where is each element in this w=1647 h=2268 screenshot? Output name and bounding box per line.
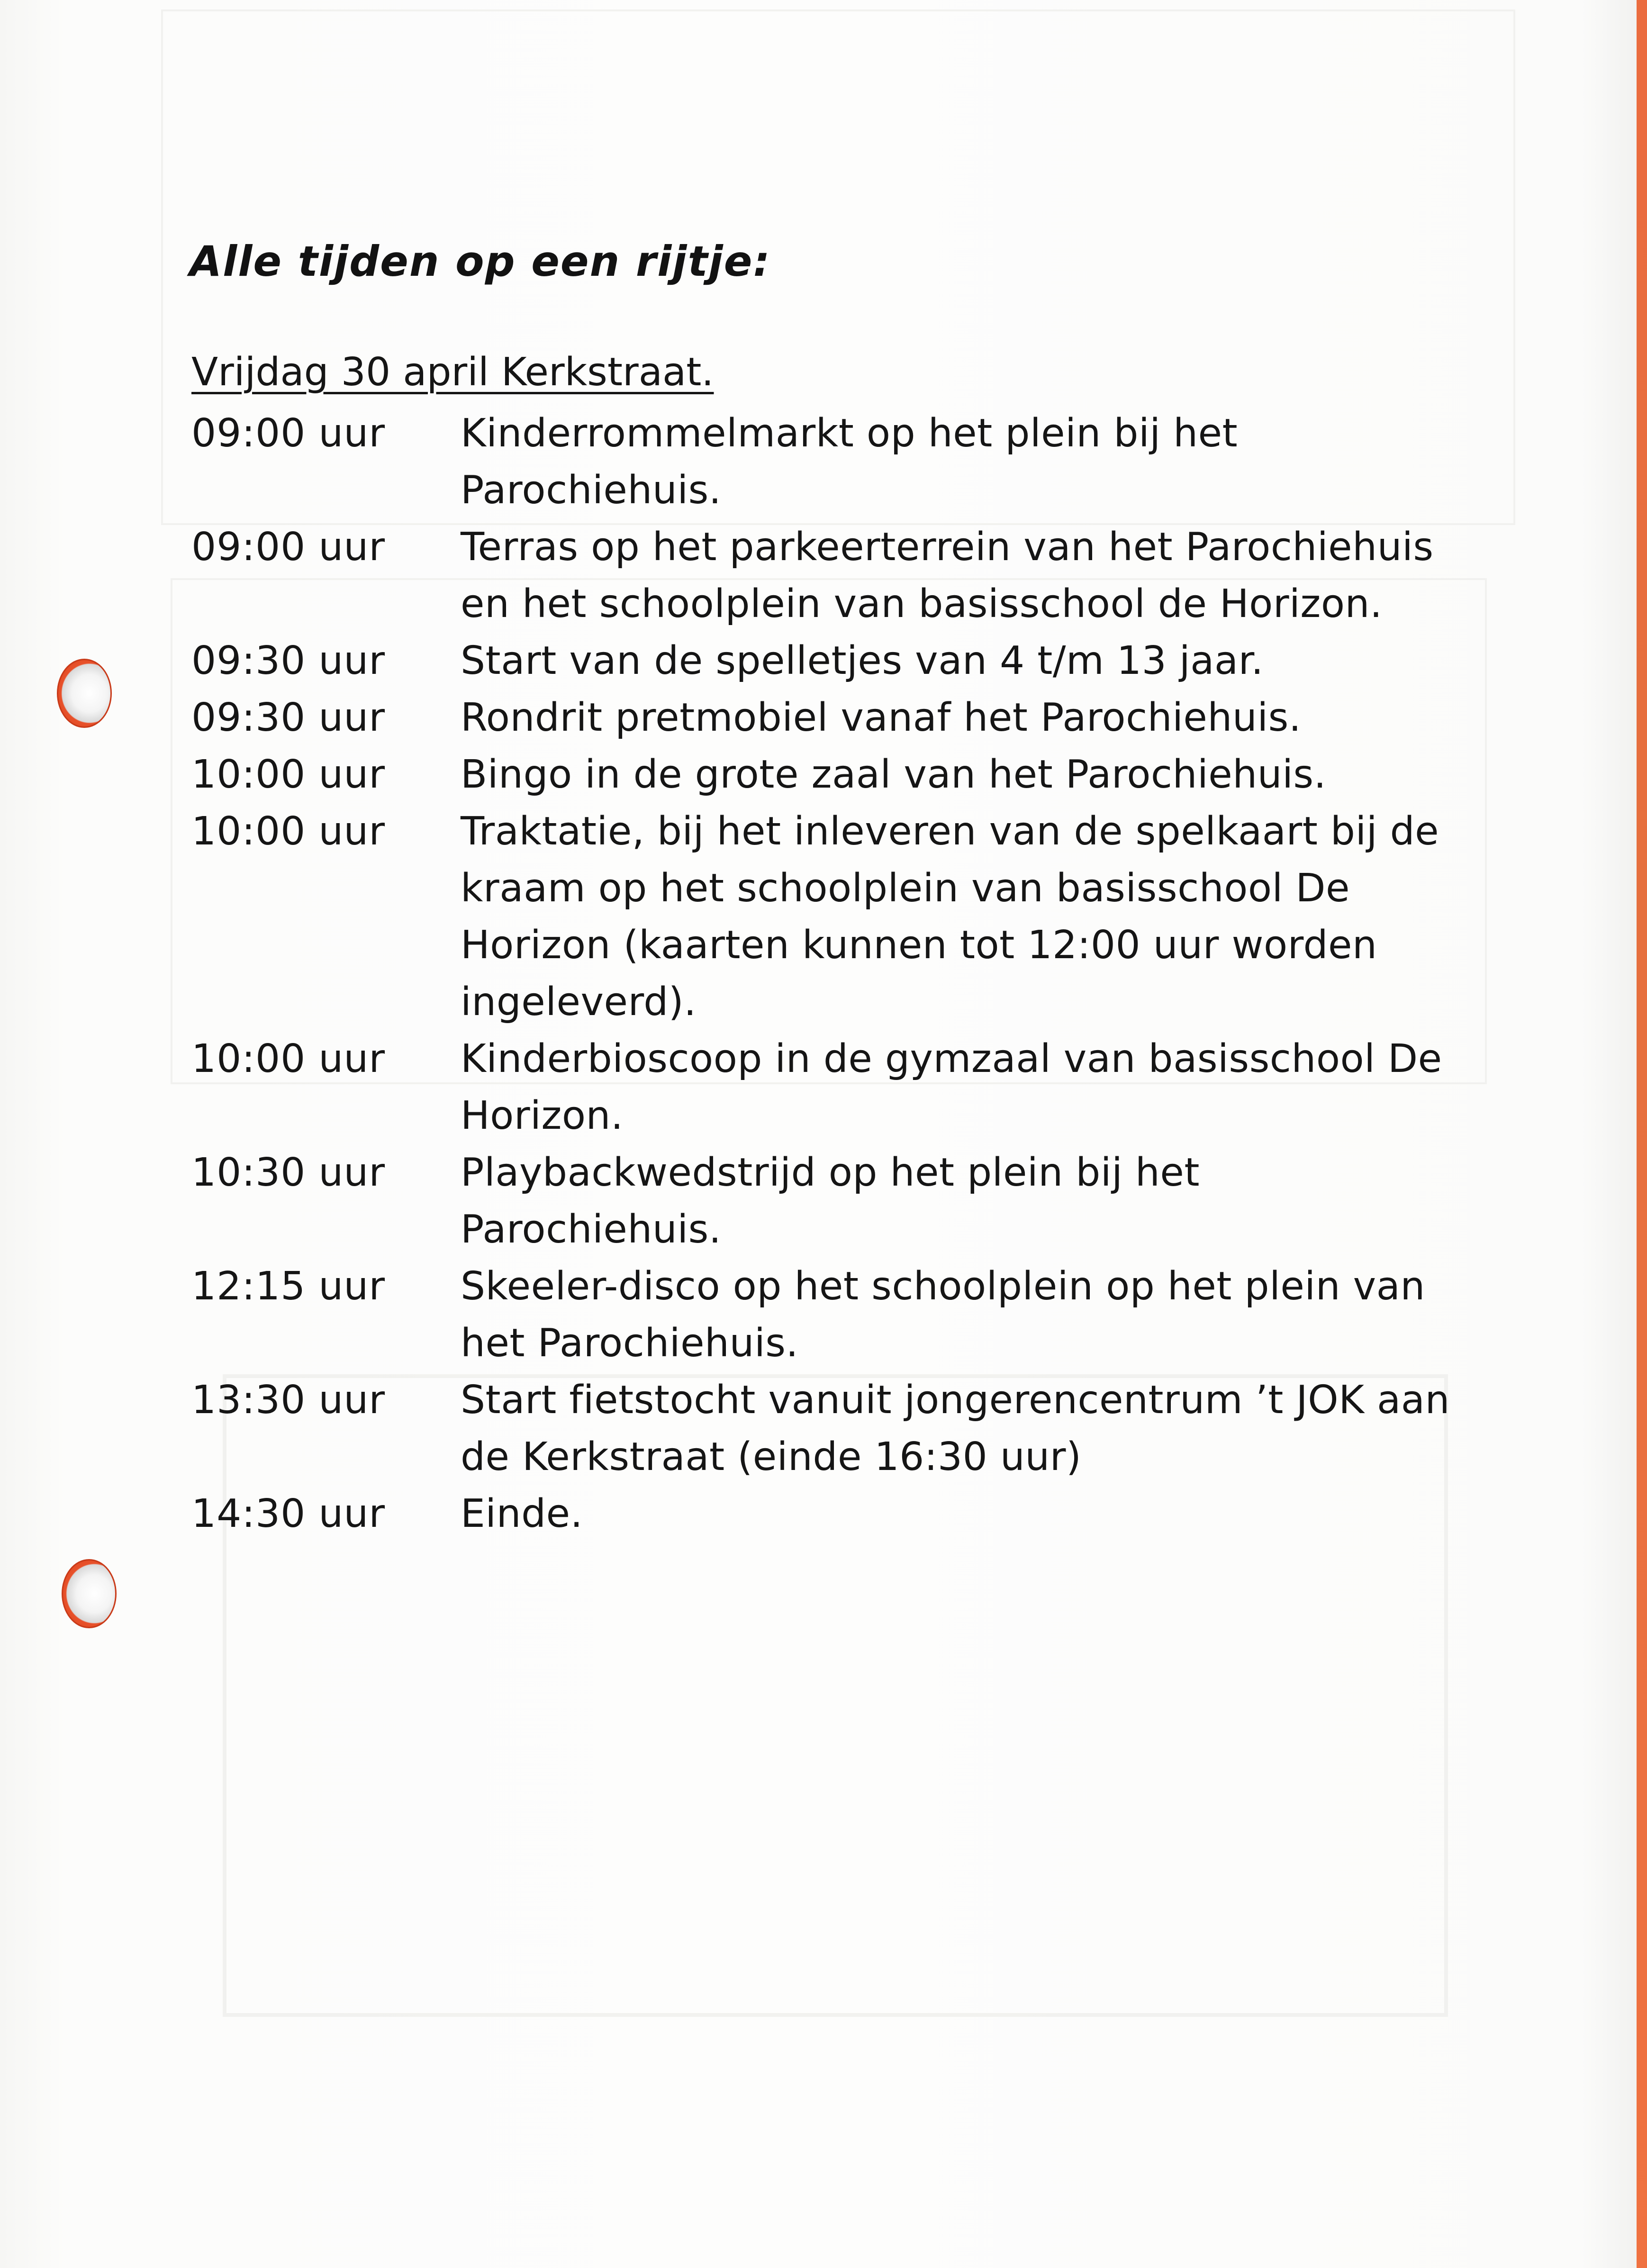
orange-cover-edge <box>1637 0 1647 2268</box>
event-description: Skeeler-disco op het schoolplein op het plein van het Parochiehuis. <box>461 1264 1425 1366</box>
punch-hole-top <box>57 659 112 728</box>
day-heading: Vrijdag 30 april Kerkstraat. <box>191 350 714 395</box>
page-title: Alle tijden op een rijtje: <box>190 237 771 286</box>
event-time: 14:30 uur <box>191 1491 386 1536</box>
schedule-item <box>191 1372 1471 1486</box>
event-description: Traktatie, bij het inleveren van de spelkaart bij de kraam op het schoolplein van basisschool De Horizon (kaarten kunnen tot 12:00 uur worden ingeleverd). <box>461 809 1439 1025</box>
schedule-item <box>191 405 1471 519</box>
event-time: 10:00 uur <box>191 1036 386 1081</box>
event-description: Kinderbioscoop in de gymzaal van basisschool De Horizon. <box>461 1036 1442 1138</box>
event-time: 09:30 uur <box>191 695 386 740</box>
event-description: Start fietstocht vanuit jongerencentrum ’t JOK aan de Kerkstraat (einde 16:30 uur) <box>461 1378 1450 1479</box>
event-time: 09:00 uur <box>191 411 386 456</box>
schedule-item <box>191 519 1471 633</box>
event-description: Terras op het parkeerterrein van het Parochiehuis en het schoolplein van basisschool de Horizon. <box>461 525 1434 626</box>
event-description: Playbackwedstrijd op het plein bij het Parochiehuis. <box>461 1150 1200 1252</box>
event-time: 12:15 uur <box>191 1264 386 1309</box>
schedule-item <box>191 689 1471 746</box>
schedule-list <box>191 405 1471 1542</box>
event-time: 10:00 uur <box>191 809 386 854</box>
schedule-item <box>191 1486 1471 1542</box>
event-description: Kinderrommelmarkt op het plein bij het Parochiehuis. <box>461 411 1238 513</box>
event-time: 09:30 uur <box>191 638 386 683</box>
punch-hole-bottom <box>62 1559 117 1628</box>
schedule-item <box>191 1031 1471 1144</box>
event-time: 10:00 uur <box>191 752 386 797</box>
schedule-item <box>191 1144 1471 1258</box>
event-description: Rondrit pretmobiel vanaf het Parochiehuis. <box>461 695 1302 740</box>
schedule-item <box>191 746 1471 803</box>
event-time: 13:30 uur <box>191 1378 386 1423</box>
schedule-item <box>191 633 1471 689</box>
event-time: 10:30 uur <box>191 1150 386 1195</box>
event-time: 09:00 uur <box>191 525 386 570</box>
event-description: Start van de spelletjes van 4 t/m 13 jaar. <box>461 638 1264 683</box>
event-description: Einde. <box>461 1491 583 1536</box>
event-description: Bingo in de grote zaal van het Parochiehuis. <box>461 752 1327 797</box>
schedule-item <box>191 1258 1471 1372</box>
schedule-item <box>191 803 1471 1031</box>
